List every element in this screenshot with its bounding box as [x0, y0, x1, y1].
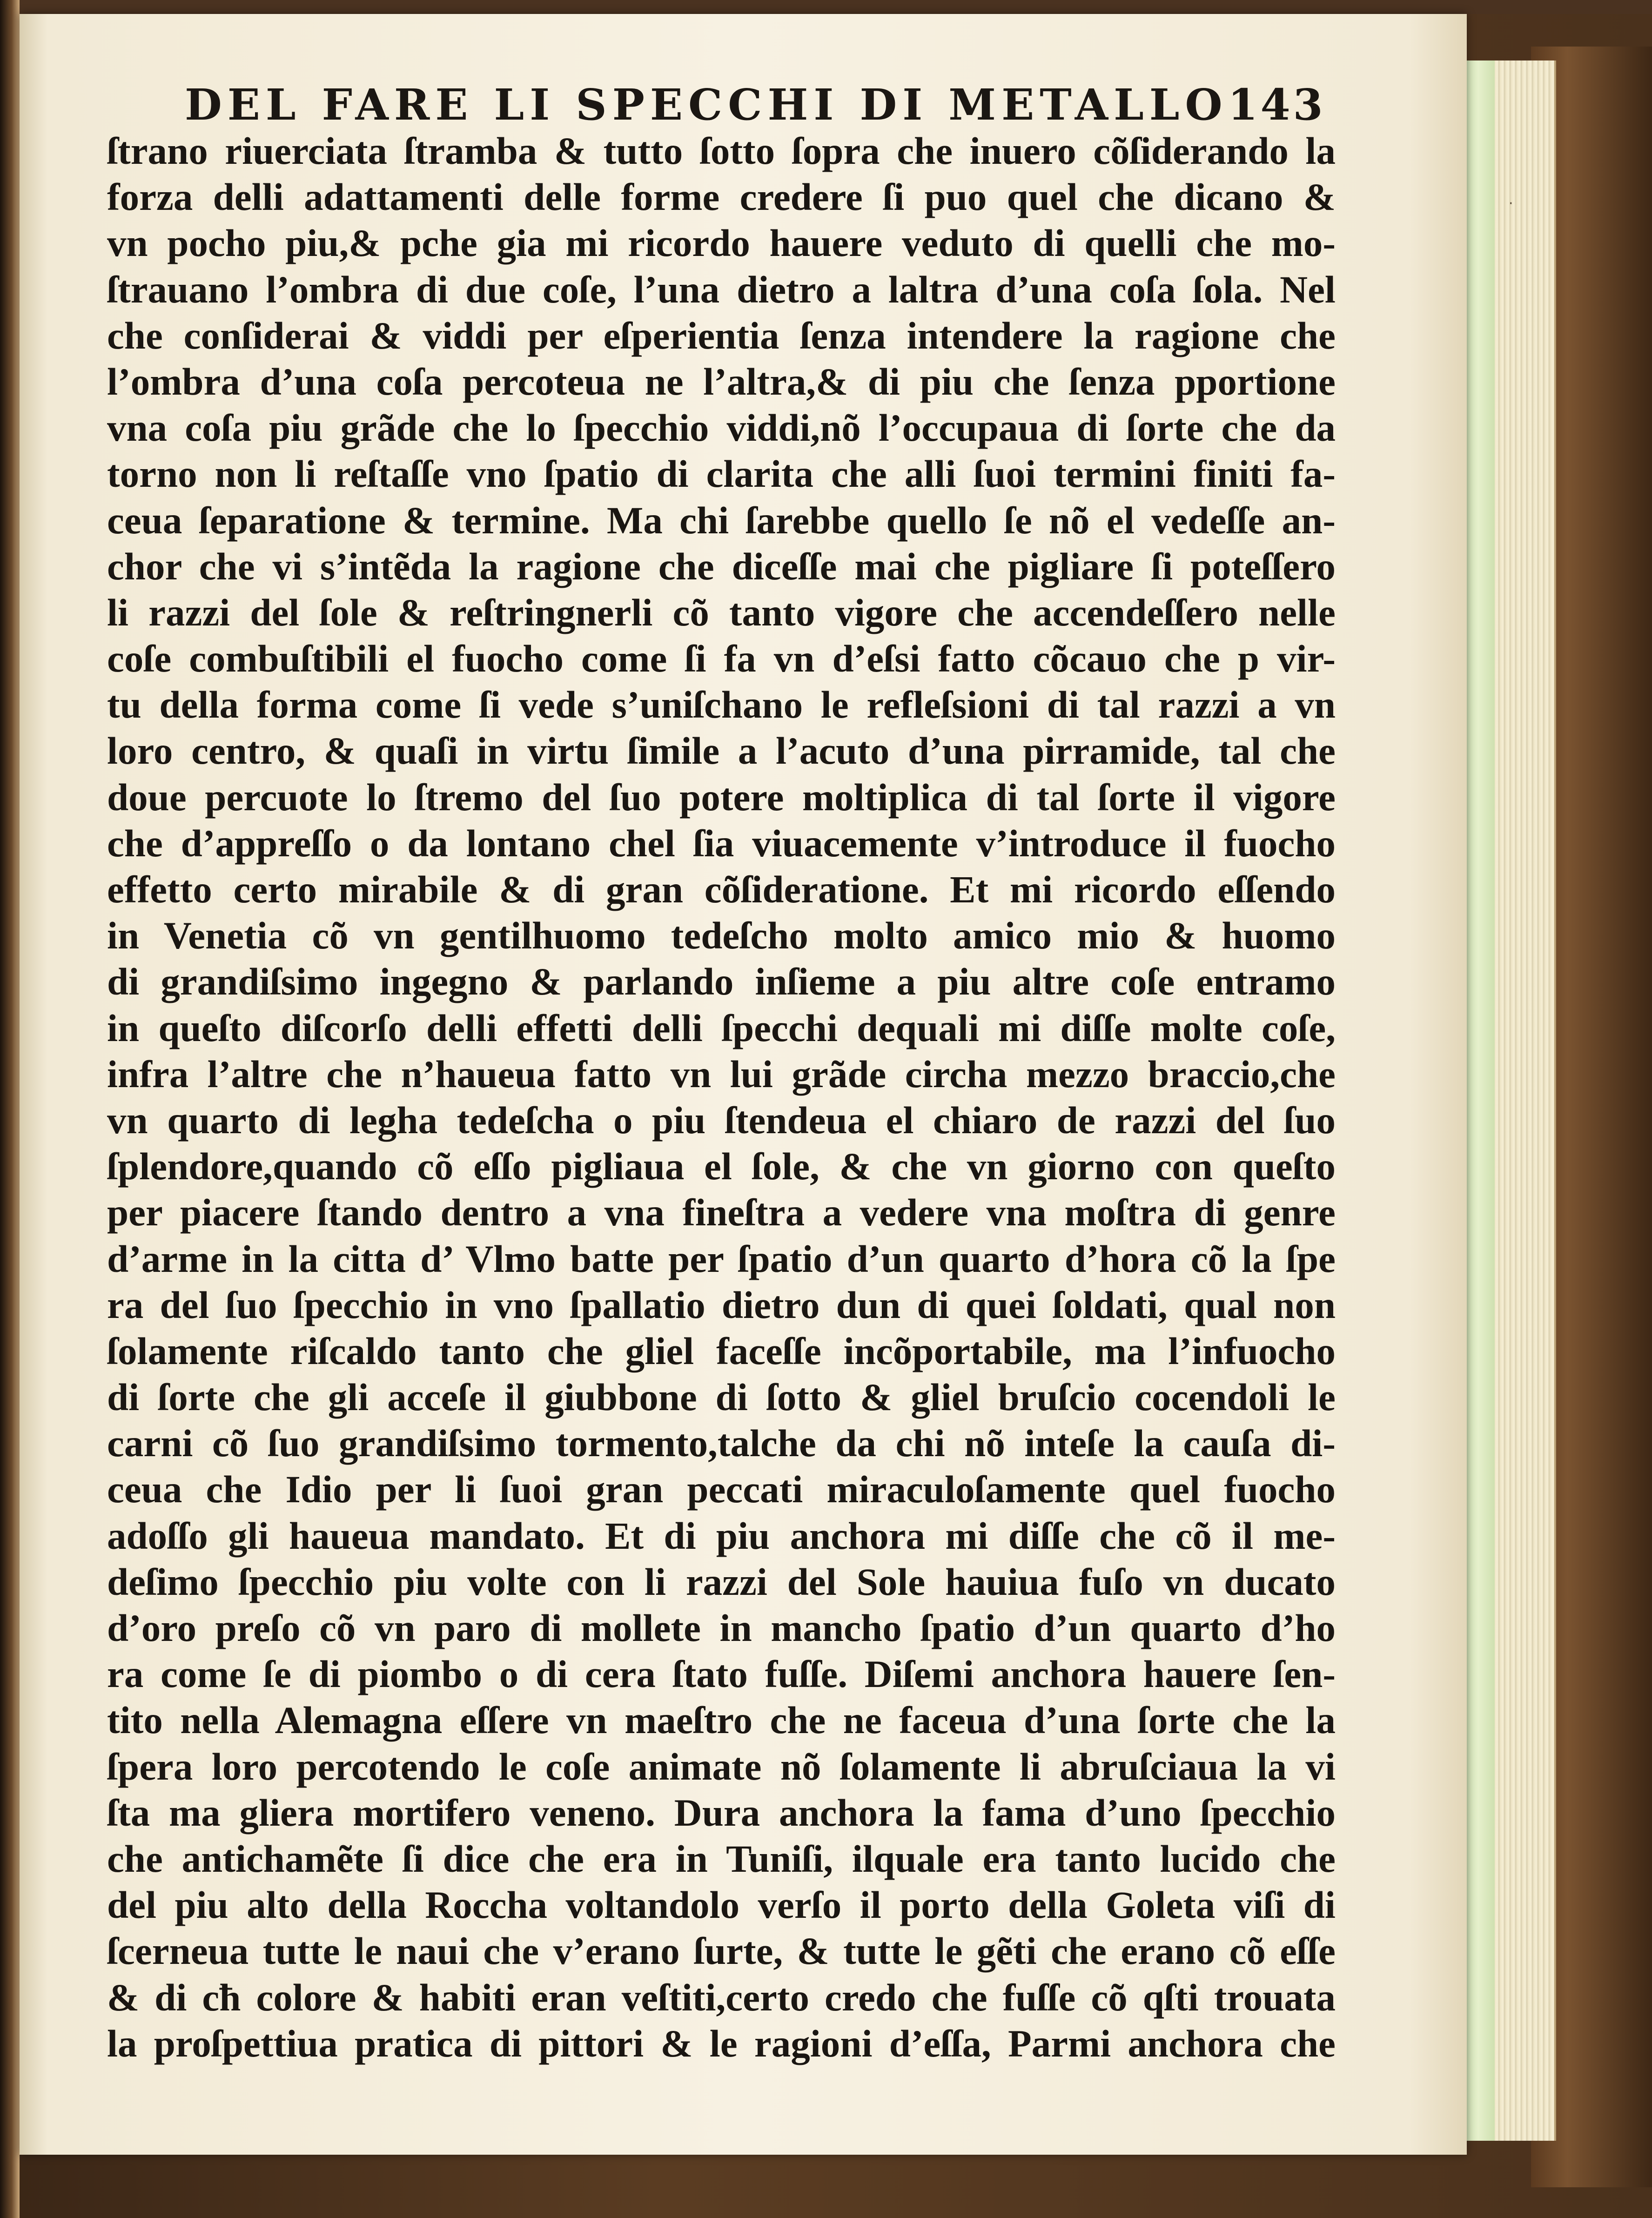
text-line: torno non li reſtaſſe vno ſpatio di clarita che alli ſuoi termini finiti fa- — [107, 452, 1336, 496]
text-line: adoſſo gli haueua mandato. Et di piu anchora mi diſſe che cõ il me- — [107, 1514, 1336, 1557]
body-text — [107, 128, 1336, 2067]
text-line: li razzi del ſole & reſtringnerli cõ tanto vigore che accendeſſero nelle — [107, 591, 1336, 634]
text-line: carni cõ ſuo grandiſsimo tormento,talche da chi nõ inteſe la cauſa di- — [107, 1422, 1336, 1465]
text-line: ſplendore,quando cõ eſſo pigliaua el ſole, & che vn giorno con queſto — [107, 1145, 1336, 1188]
page-edge-tint — [1462, 60, 1495, 2141]
text-line: vna coſa piu grãde che lo ſpecchio viddi,nõ l’occupaua di ſorte che da — [107, 406, 1336, 450]
text-line: infra l’altre che n’haueua fatto vn lui grãde circha mezzo braccio,che — [107, 1052, 1336, 1096]
page-number: 143 — [1228, 80, 1326, 130]
text-line: che conſiderai & viddi per eſperientia ſenza intendere la ragione che — [107, 314, 1336, 357]
text-line: loro centro, & quaſi in virtu ſimile a l’acuto d’una pirramide, tal che — [107, 729, 1336, 773]
text-line: ſta ma gliera mortifero veneno. Dura anchora la fama d’uno ſpecchio — [107, 1791, 1336, 1834]
text-line: per piacere ſtando dentro a vna fineſtra a vedere vna moſtra di genre — [107, 1191, 1336, 1234]
text-line: d’arme in la citta d’ Vlmo batte per ſpatio d’un quarto d’hora cõ la ſpe — [107, 1237, 1336, 1280]
text-line: di grandiſsimo ingegno & parlando inſieme a piu altre coſe entramo — [107, 960, 1336, 1003]
book-page — [20, 14, 1513, 2155]
text-line: vn quarto di legha tedeſcha o piu ſtendeua el chiaro de razzi del ſuo — [107, 1098, 1336, 1142]
text-line: di ſorte che gli acceſe il giubbone di ſotto & gliel bruſcio cocendoli le — [107, 1376, 1336, 1419]
binding-top-edge — [0, 0, 1652, 14]
text-line: tito nella Alemagna eſſere vn maeſtro che ne faceua d’una ſorte che la — [107, 1699, 1336, 1742]
text-line: ra del ſuo ſpecchio in vno ſpallatio dietro dun di quei ſoldati, qual non — [107, 1283, 1336, 1326]
text-line: d’oro preſo cõ vn paro di mollete in mancho ſpatio d’un quarto d’ho — [107, 1606, 1336, 1649]
text-line: ceua che Idio per li ſuoi gran peccati miraculoſamente quel fuocho — [107, 1468, 1336, 1511]
text-line: ſpera loro percotendo le coſe animate nõ ſolamente li abruſciaua la vi — [107, 1745, 1336, 1788]
text-line: che d’appreſſo o da lontano chel ſia viuacemente v’introduce il fuocho — [107, 821, 1336, 865]
text-line: l’ombra d’una coſa percoteua ne l’altra,& di piu che ſenza pportione — [107, 360, 1336, 403]
text-line: forza delli adattamenti delle forme credere ſi puo quel che dicano & — [107, 175, 1336, 219]
text-line: ſtrano riuerciata ſtramba & tutto ſotto ſopra che inuero cõſiderando la — [107, 129, 1336, 172]
binding-spine-edge — [0, 0, 20, 2218]
text-line: effetto certo mirabile & di gran cõſideratione. Et mi ricordo eſſendo — [107, 868, 1336, 911]
text-line: ſtrauano l’ombra di due coſe, l’una dietro a laltra d’una coſa ſola. Nel — [107, 268, 1336, 311]
text-line: in queſto diſcorſo delli effetti delli ſpecchi dequali mi diſſe molte coſe, — [107, 1006, 1336, 1049]
text-line: ſolamente riſcaldo tanto che gliel faceſſe incõportabile, ma l’infuocho — [107, 1329, 1336, 1372]
text-line: del piu alto della Roccha voltandolo verſo il porto della Goleta viſi di — [107, 1883, 1336, 1927]
text-line: vn pocho piu,& pche gia mi ricordo hauere veduto di quelli che mo- — [107, 222, 1336, 265]
text-line: la proſpettiua pratica di pittori & le ragioni d’eſſa, Parmi anchora che — [107, 2022, 1336, 2065]
text-line: tu della forma come ſi vede s’uniſchano le refleſsioni di tal razzi a vn — [107, 683, 1336, 726]
text-line: deſimo ſpecchio piu volte con li razzi del Sole hauiua fuſo vn ducato — [107, 1560, 1336, 1603]
text-line: ceua ſeparatione & termine. Ma chi ſarebbe quello ſe nõ el vedeſſe an- — [107, 498, 1336, 542]
running-head-title: DEL FARE LI SPECCHI DI METALLO — [185, 80, 1228, 130]
speck-mark: · — [1509, 195, 1513, 212]
text-line: ſcerneua tutte le naui che v’erano ſurte, & tutte le gẽti che erano cõ eſſe — [107, 1929, 1336, 1973]
text-line: ra come ſe di piombo o di cera ſtato fuſſe. Diſemi anchora hauere ſen- — [107, 1653, 1336, 1696]
text-line: & di cħ colore & habiti eran veſtiti,certo credo che fuſſe cõ qſti trouata — [107, 1976, 1336, 2019]
text-line: che antichamẽte ſi dice che era in Tuniſi, ilquale era tanto lucido che — [107, 1837, 1336, 1880]
text-line: in Venetia cõ vn gentilhuomo tedeſcho molto amico mio & huomo — [107, 914, 1336, 957]
text-line: chor che vi s’intẽda la ragione che diceſſe mai che pigliare ſi poteſſero — [107, 544, 1336, 588]
text-line: doue percuote lo ſtremo del ſuo potere moltiplica di tal ſorte il vigore — [107, 775, 1336, 819]
text-line: coſe combuſtibili el fuocho come ſi fa vn d’eſsi fatto cõcauo che p vir- — [107, 637, 1336, 680]
